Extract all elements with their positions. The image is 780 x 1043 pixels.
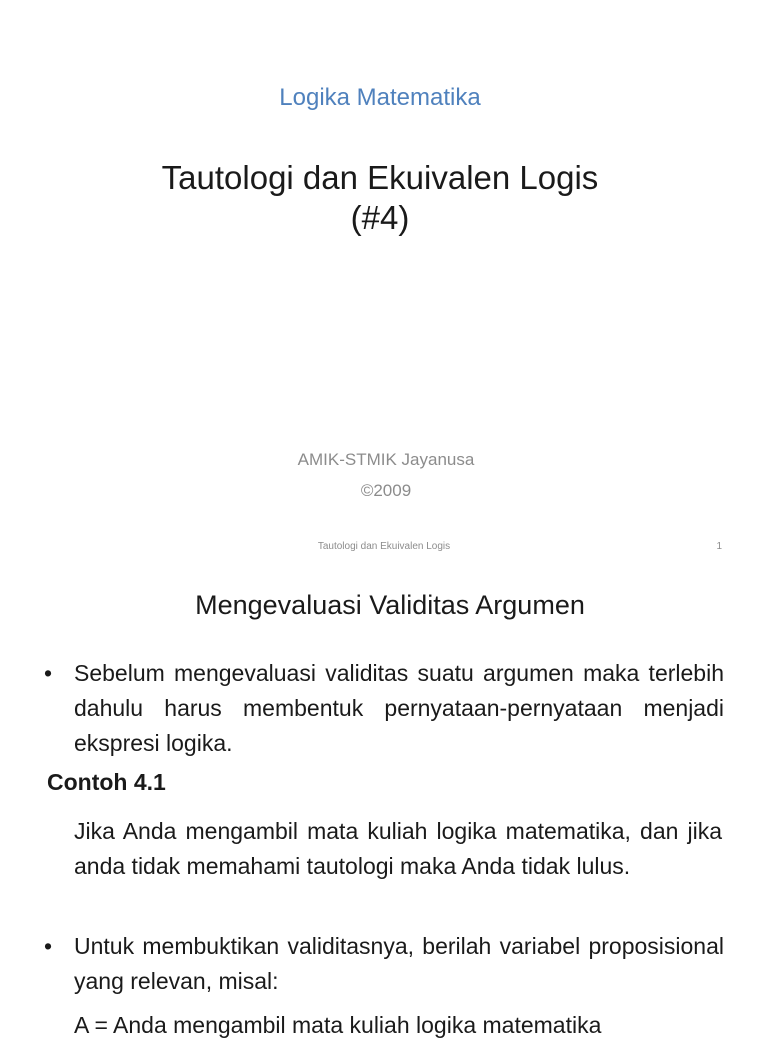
- page-number: 1: [716, 541, 722, 552]
- slide-title-line-2: (#4): [350, 199, 410, 236]
- bullet-item: [44, 929, 724, 999]
- course-subject: Logika Matematika: [279, 84, 481, 111]
- author-copyright: ©2009: [360, 481, 412, 500]
- bullet-text: Sebelum mengevaluasi validitas suatu argumen maka terlebih dahulu harus membentuk pernyataan-pernyataan menjadi ekspresi logika.: [74, 660, 724, 756]
- example-heading: Contoh 4.1: [47, 769, 166, 795]
- bullet-item: [44, 656, 724, 761]
- slide-2: [0, 572, 768, 1038]
- bullet-text: Untuk membuktikan validitasnya, berilah variabel proposisional yang relevan, misal:: [74, 933, 724, 994]
- author-block: [0, 444, 772, 506]
- slide-title-line-1: Tautologi dan Ekuivalen Logis: [161, 159, 599, 196]
- author-institution: AMIK-STMIK Jayanusa: [297, 450, 475, 469]
- bullet-marker: •: [44, 660, 53, 686]
- slide-title: [0, 158, 760, 238]
- section-title: Mengevaluasi Validitas Argumen: [195, 590, 585, 620]
- footer-title: Tautologi dan Ekuivalen Logis: [317, 541, 451, 552]
- bullet-marker: •: [44, 933, 53, 959]
- variable-definition: A = Anda mengambil mata kuliah logika matematika: [74, 1012, 602, 1038]
- example-text: Jika Anda mengambil mata kuliah logika matematika, dan jika anda tidak memahami tautologi maka Anda tidak lulus.: [74, 818, 722, 879]
